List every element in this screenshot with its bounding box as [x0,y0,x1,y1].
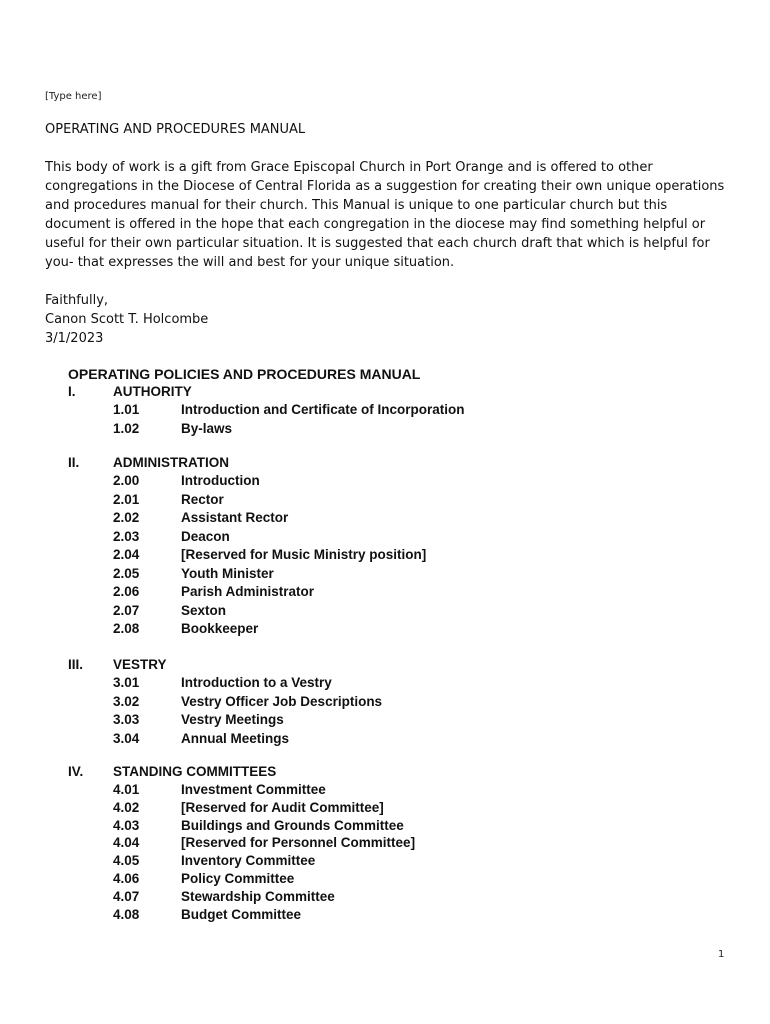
toc-entry [68,529,668,548]
entry-label: Stewardship Committee [181,888,335,904]
entry-label: Sexton [181,602,227,618]
toc-entry [68,889,668,907]
entry-label: Introduction and Certificate of Incorporation [181,402,465,417]
header-note: [Type here] [45,91,102,102]
toc-entry [68,566,668,585]
entry-number: 1.02 [113,420,140,436]
signoff [45,291,208,348]
signoff-date: 3/1/2023 [45,331,104,346]
entry-number: 4.06 [113,870,140,886]
toc-title: OPERATING POLICIES AND PROCEDURES MANUAL [68,366,421,382]
entry-label: [Reserved for Personnel Committee] [181,835,416,851]
entry-label: Investment Committee [181,782,326,797]
toc-entry [68,675,668,694]
entry-number: 2.04 [113,547,140,562]
entry-number: 3.03 [113,712,140,727]
section-heading [68,455,668,473]
signoff-name: Canon Scott T. Holcombe [45,312,209,327]
entry-number: 4.05 [113,853,140,869]
entry-label: Policy Committee [181,870,295,886]
toc-entry [68,492,668,511]
toc-entry [68,782,668,800]
entry-number: 3.02 [113,693,140,709]
entry-number: 2.01 [113,491,140,507]
toc-entry [68,547,668,566]
toc-section-administration [68,455,668,640]
toc-entry [68,402,668,421]
entry-number: 2.02 [113,510,140,525]
toc-entry [68,835,668,853]
entry-label: Annual Meetings [181,730,290,746]
toc-section-vestry [68,657,668,749]
entry-number: 2.07 [113,602,140,618]
entry-number: 4.04 [113,835,140,851]
toc-entry [68,871,668,889]
section-numeral: I. [68,384,76,399]
toc-entry [68,473,668,492]
entry-number: 3.04 [113,730,140,746]
entry-label: Bookkeeper [181,621,259,636]
entry-number: 4.02 [113,799,140,815]
toc-entry [68,603,668,622]
toc-entry [68,421,668,440]
toc-entry [68,818,668,836]
section-name: VESTRY [113,657,167,672]
toc-entry [68,694,668,713]
page-number: 1 [718,949,725,960]
toc-entry [68,510,668,529]
toc-section-authority [68,384,668,439]
entry-number: 2.06 [113,584,140,599]
entry-label: Rector [181,491,224,507]
entry-label: By-laws [181,420,233,436]
section-numeral: III. [68,657,84,672]
entry-label: Vestry Meetings [181,712,284,727]
entry-number: 2.03 [113,528,140,544]
entry-number: 3.01 [113,675,140,690]
section-name: STANDING COMMITTEES [113,764,277,779]
entry-number: 2.05 [113,565,140,581]
entry-label: Budget Committee [181,906,302,922]
section-numeral: II. [68,455,80,470]
toc-entry [68,712,668,731]
entry-number: 4.03 [113,817,140,833]
section-numeral: IV. [68,764,84,779]
entry-label: Deacon [181,528,230,544]
entry-label: [Reserved for Music Ministry position] [181,547,427,562]
toc-entry [68,907,668,925]
entry-label: Parish Administrator [181,584,315,599]
entry-label: Introduction to a Vestry [181,675,332,690]
entry-number: 4.08 [113,906,140,922]
entry-number: 2.08 [113,621,140,636]
toc-entry [68,853,668,871]
toc-entry [68,584,668,603]
entry-number: 4.01 [113,782,140,797]
section-heading [68,657,668,675]
entry-label: Vestry Officer Job Descriptions [181,693,383,709]
signoff-closing: Faithfully, [45,293,109,308]
section-name: ADMINISTRATION [113,455,229,470]
entry-label: Buildings and Grounds Committee [181,817,404,833]
entry-label: [Reserved for Audit Committee] [181,799,384,815]
entry-label: Assistant Rector [181,510,289,525]
section-name: AUTHORITY [113,384,192,399]
intro-paragraph: This body of work is a gift from Grace Episcopal Church in Port Orange and is offered to other congregations in the Diocese of Central Florida as a suggestion for creating their own unique operations and procedures manual for their church. This Manual is unique to one particular church but this document is offered in the hope that each congregation in the diocese may find something helpful or useful for their own particular situation. It is suggested that each church draft that which is helpful for you- that expresses the will and best for your unique situation. [45,160,725,270]
toc-entry [68,800,668,818]
entry-number: 4.07 [113,888,140,904]
document-title: OPERATING AND PROCEDURES MANUAL [45,122,306,137]
entry-label: Introduction [181,473,260,488]
entry-label: Inventory Committee [181,853,316,869]
entry-number: 2.00 [113,473,140,488]
section-heading [68,764,668,782]
toc-entry [68,731,668,750]
entry-number: 1.01 [113,402,140,417]
section-heading [68,384,668,402]
toc-section-standing-committees [68,764,668,924]
entry-label: Youth Minister [181,565,274,581]
toc-entry [68,621,668,640]
